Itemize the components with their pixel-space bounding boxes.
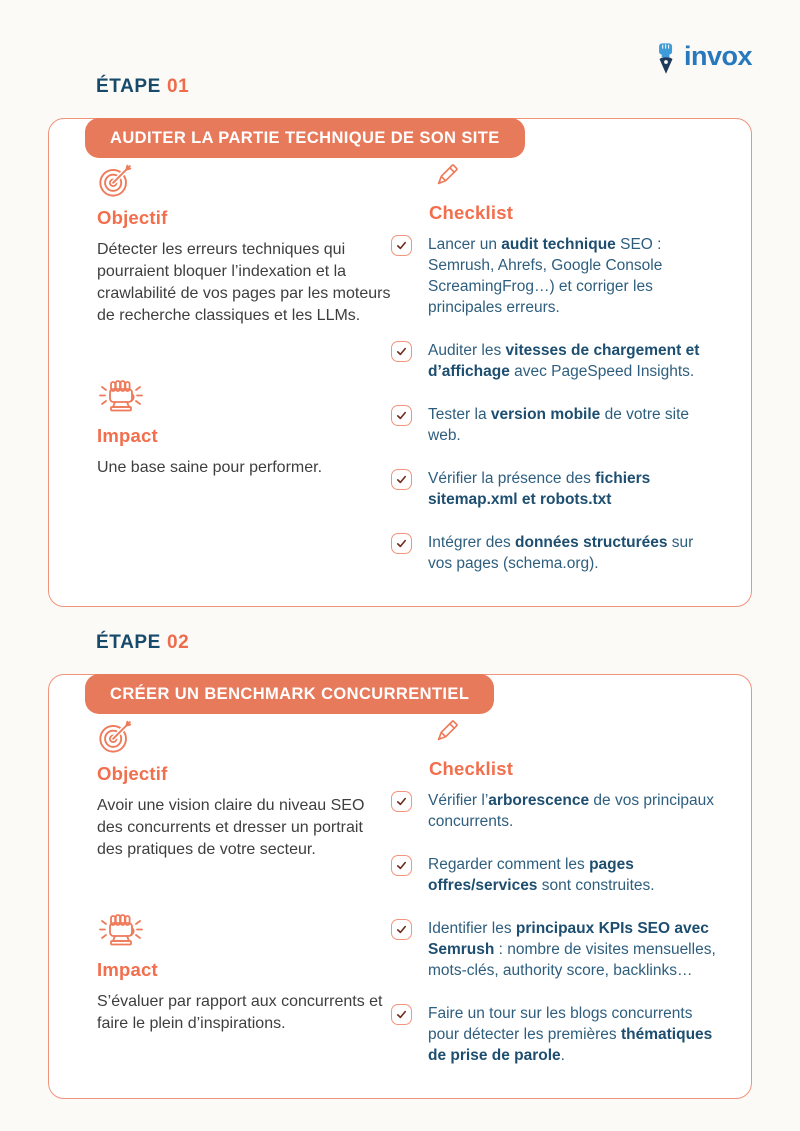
section-title-badge: CRÉER UN BENCHMARK CONCURRENTIEL [85,674,494,714]
checklist-item [391,234,717,318]
etape-card [48,118,752,607]
checklist-item [391,340,717,382]
check-mark-icon [395,239,408,252]
objectif-text: Avoir une vision claire du niveau SEO des concurrents et dresser un portrait des pratiques de votre secteur. [97,797,365,858]
left-column [97,159,391,596]
check-mark-icon [395,859,408,872]
objectif-title: Objectif [97,207,168,228]
checklist-header [429,715,717,780]
check-mark-icon [395,923,408,936]
checkbox-checked [391,791,412,812]
invox-logo [653,42,752,76]
checkbox-checked [391,533,412,554]
objectif-block [97,715,391,861]
etape-card-wrap [48,674,752,1099]
impact-title: Impact [97,959,158,980]
checklist-item-text: Auditer les vitesses de chargement et d’affichage avec PageSpeed Insights. [428,342,700,380]
impact-title: Impact [97,425,158,446]
etape-label [96,632,752,654]
checklist-item [391,404,717,446]
objectif-block [97,159,391,327]
checklist-item-text: Intégrer des données structurées sur vos pages (schema.org). [428,534,694,572]
checklist-item-text: Faire un tour sur les blogs concurrents pour détecter les premières thématiques de prise de parole. [428,1005,713,1064]
checkbox-checked [391,235,412,256]
objectif-text: Détecter les erreurs techniques qui pourraient bloquer l’indexation et la crawlabilité de vos pages par les moteurs de recherche classiques et les LLMs. [97,241,391,324]
right-column [391,715,717,1088]
checklist-title: Checklist [429,202,514,223]
etape-section [48,632,752,1099]
logo-wordmark: invox [683,40,752,71]
etape-word: ÉTAPE [96,632,161,653]
checkbox-checked [391,405,412,426]
left-column [97,715,391,1088]
check-mark-icon [395,345,408,358]
check-mark-icon [395,537,408,550]
checklist-title: Checklist [429,758,514,779]
check-mark-icon [395,1008,408,1021]
checkbox-checked [391,469,412,490]
checklist-item-text: Vérifier l’arborescence de vos principaux concurrents. [428,792,715,830]
checklist-item [391,918,717,981]
checklist [391,790,717,1066]
fist-icon [97,911,391,951]
checklist-item-text: Identifier les principaux KPIs SEO avec Semrush : nombre de visites mensuelles, mots-clés, authority score, backlinks… [428,920,716,979]
checklist-item-text: Regarder comment les pages offres/services sont construites. [428,856,655,894]
etape-label [96,76,752,98]
right-column [391,159,717,596]
checklist-item [391,468,717,510]
checkbox-checked [391,919,412,940]
checkbox-checked [391,341,412,362]
check-mark-icon [395,409,408,422]
impact-block [97,377,391,479]
pencil-icon [429,159,717,194]
etape-section [48,0,752,607]
checklist-header [429,159,717,224]
section-title-badge: AUDITER LA PARTIE TECHNIQUE DE SON SITE [85,118,525,158]
etape-word: ÉTAPE [96,76,161,97]
checklist-item-text: Tester la version mobile de votre site web. [428,406,690,444]
etape-card [48,674,752,1099]
check-mark-icon [395,473,408,486]
etape-number: 02 [166,632,190,653]
target-icon [97,159,391,199]
checklist-item [391,854,717,896]
checklist-item [391,532,717,574]
check-mark-icon [395,795,408,808]
etape-card-wrap [48,118,752,607]
checklist-item-text: Vérifier la présence des fichiers sitemap.xml et robots.txt [428,470,651,508]
checkbox-checked [391,855,412,876]
pencil-icon [429,715,717,750]
objectif-title: Objectif [97,763,168,784]
etape-number: 01 [166,76,190,97]
checklist-item [391,1003,717,1066]
checkbox-checked [391,1004,412,1025]
checklist-item-text: Lancer un audit technique SEO : Semrush, Ahrefs, Google Console ScreamingFrog…) et corriger les principales erreurs. [428,236,663,316]
invox-logo-fist-pen-icon [653,42,679,76]
target-icon [97,715,391,755]
fist-icon [97,377,391,417]
checklist [391,234,717,574]
impact-text: Une base saine pour performer. [97,459,323,476]
checklist-item [391,790,717,832]
impact-text: S’évaluer par rapport aux concurrents et faire le plein d’inspirations. [97,993,383,1032]
impact-block [97,911,391,1035]
